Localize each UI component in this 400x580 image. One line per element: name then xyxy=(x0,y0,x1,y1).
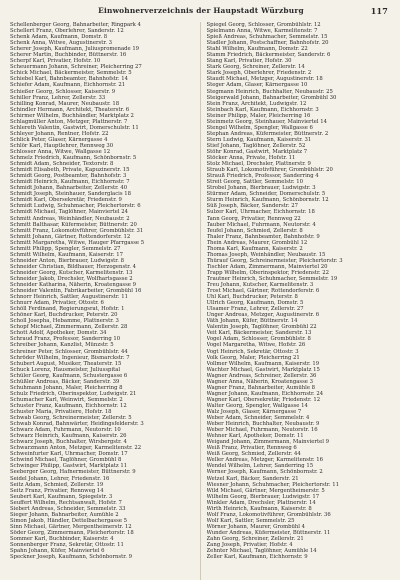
directory-entry: Wendel Wilhelm, Lehrer, Sanderring 15 xyxy=(206,463,314,470)
directory-entry: Vollmer Wilhelm, Kaufmann, Kaiserstr. 19 xyxy=(206,360,320,367)
directory-entry: Stadler Johann, Postschaffner, Bahnhofstr. 20 xyxy=(206,40,329,47)
column-left xyxy=(10,22,201,580)
directory-entry: Trost Michael, Gärtner, Rottendorferstr. 6 xyxy=(206,288,320,295)
directory-entry: Schreiner Peter, Schlosser, Grombühlstr. 44 xyxy=(10,348,128,355)
directory-entry: Volk Georg, Maler, Pleicherring 21 xyxy=(206,354,300,361)
directory-entry: Schenk Anna, Witwe, Augustinerstr. 3 xyxy=(10,40,113,47)
directory-entry: Ullrich Georg, Kaufmann, Domstr. 5 xyxy=(206,300,304,307)
directory-entry: Schüßler Andreas, Bäcker, Sanderstr. 39 xyxy=(10,378,120,385)
directory-entry: Schuhmann Johann, Maler, Pleicherring 8 xyxy=(10,384,123,391)
running-title: Einwohnerverzeichnis der Haupstadt Würzburg xyxy=(98,6,304,15)
directory-entry: Stolz Michael, Drechsler, Plattnerstr. 9 xyxy=(206,161,311,168)
directory-entry: Schiller Franz, Lehrer, Zellerstr. 33 xyxy=(10,94,106,101)
directory-entry: Steiner Philipp, Maler, Pleicherring 16 xyxy=(206,112,311,119)
directory-entry: Sturm Heinrich, Kaufmann, Schönbornstr. 12 xyxy=(206,197,329,204)
directory-entry: Wagner Anna, Näherin, Kroatengasse 3 xyxy=(206,378,313,385)
directory-entry: Schwab Konrad, Bahnwärter, Heidingsfelderstr. 3 xyxy=(10,421,144,428)
directory-entry: Schmidt Adam, Schneider, Textorstr. 8 xyxy=(10,161,114,168)
directory-entry: Schott Adolf, Apotheker, Domstr. 34 xyxy=(10,330,107,337)
directory-entry: Schmidt Joseph, Steinhauer, Sanderglacis 18 xyxy=(10,191,131,198)
directory-entry: Wagner Franz, Bahnarbeiter, Aumühle 8 xyxy=(206,384,316,391)
directory-entry: Schmitt Andreas, Weinhändler, Neubaustr. 2 xyxy=(10,215,130,222)
directory-entry: Wolf Karl, Sattler, Semmelstr. 25 xyxy=(206,517,295,524)
directory-entry: Stern Ludwig, Kaufmann, Kaiserstr. 31 xyxy=(206,136,312,143)
directory-entry: Weigand Johann, Zimmermann, Mainviertel 9 xyxy=(206,439,329,446)
directory-entry: Schwarz Heinrich, Kaufmann, Kaiserstr. 26 xyxy=(10,433,127,440)
directory-entry: Stang Karl, Privatier, Hofstr. 30 xyxy=(206,58,292,65)
directory-entry: Wilhelm Georg, Bierbrauer, Ludwigstr. 17 xyxy=(206,493,320,500)
directory-entry: Schüler Georg, Kaufmann, Schustergasse 6 xyxy=(10,372,128,379)
directory-entry: Spiegel Georg, Schlosser, Grombühlstr. 12 xyxy=(206,22,321,28)
directory-entry: Wirth Heinrich, Kaufmann, Kaiserstr. 8 xyxy=(206,505,312,512)
directory-entry: Thomas Joseph, Weinhändler, Neubaustr. 15 xyxy=(206,251,326,258)
directory-entry: Valentin Joseph, Taglöhner, Grombühl 22 xyxy=(206,324,317,331)
directory-entry: Väth Johann, Küfer, Büttnerstr. 14 xyxy=(206,318,298,325)
directory-entry: Schneider Valentin, Fabrikarbeiter, Grombühl 16 xyxy=(10,288,142,295)
directory-entry: Schenk Adam, Kaufmann, Domstr. 8 xyxy=(10,34,108,41)
directory-entry: Weber Adam, Schneider, Semmelstr. 4 xyxy=(206,415,310,422)
directory-entry: Stürmer Adam, Schneider, Domerschulstr. 5 xyxy=(206,191,326,198)
directory-entry: Spahn Johann, Küfer, Mainviertel 6 xyxy=(10,548,105,555)
directory-entry: Schöner Karl, Buchdrucker, Peterstr. 20 xyxy=(10,312,118,319)
directory-entry: Schreiber Johann, Kanzlist, Münzstr. 5 xyxy=(10,342,114,349)
directory-entry: Schröder Wilhelm, Ingenieur, Bismarckstr. 7 xyxy=(10,354,130,361)
directory-entry: Thaler Franz, Bahnbeamter, Bahnhofstr. 9 xyxy=(206,233,320,240)
directory-entry: Tauber Michael, Fuhrmann, Neutorstr. 4 xyxy=(206,221,316,228)
directory-entry: Wetzel Karl, Bäcker, Sanderstr. 21 xyxy=(206,475,299,482)
directory-entry: Siebert Andreas, Schneider, Semmelstr. 33 xyxy=(10,505,126,512)
directory-entry: Scholl Josepha, Hebamme, Plattnerstr. 3 xyxy=(10,318,119,325)
directory-entry: Schirmer Wilhelm, Buchhändler, Marktplatz 2 xyxy=(10,112,134,119)
directory-entry: Schmidt Johann, Bahnarbeiter, Zellerstr. 40 xyxy=(10,185,128,192)
directory-entry: Stephan Andreas, Küfermeister, Büttnerstr. 2 xyxy=(206,130,329,137)
directory-entry: Stamm Friedrich, Bäckermeister, Sanderstr. 6 xyxy=(206,52,331,59)
directory-entry: Wiesner Johann, Schuhmacher, Pleichertorstr. 11 xyxy=(206,481,339,488)
directory-entry: Walz Joseph, Glaser, Kärnergasse 7 xyxy=(206,409,302,415)
directory-entry: Winkler Adam, Drechsler, Plattnerstr. 14 xyxy=(206,499,316,506)
directory-entry: Wagner Karl, Obersekretär, Friedenstr. 12 xyxy=(206,396,321,403)
directory-entry: Schuck Lorenz, Hausmeister, Juliusspital xyxy=(10,366,121,373)
directory-entry: Schmidt Michael, Taglöhner, Mainviertel 24 xyxy=(10,209,129,216)
directory-entry: Thürauf Georg, Schreinermeister, Pleichertorstr. 3 xyxy=(206,257,343,264)
directory-entry: Schuster Franz, Kaufmann, Eichhornstr. 12 xyxy=(10,402,127,409)
directory-entry: Stahl Wilhelm, Kaufmann, Domstr. 22 xyxy=(206,46,308,53)
directory-entry: Schraud Franz, Professor, Sanderring 10 xyxy=(10,336,121,343)
directory-entry: Stegmann Heinrich, Buchhalter, Neubaustr. 25 xyxy=(206,88,333,95)
directory-entry: Thoma Karl, Kaufmann, Kaiserstr. 2 xyxy=(206,245,303,252)
directory-entry: Schumacher Karl, Weinwirt, Semmelstr. 2 xyxy=(10,396,123,403)
directory-entry: Schmitt Philipp, Spengler, Semmelstr. 27 xyxy=(10,245,121,252)
directory-entry: Schmitt Margaretha, Witwe, Hauger Pfarrgasse 5 xyxy=(10,239,145,246)
directory-entry: Schießer Georg, Schlosser, Kaiserstr. 9 xyxy=(10,88,116,95)
directory-entry: Schweinfurter Karl, Uhrmacher, Domstr. 17 xyxy=(10,451,128,458)
directory-entry: Schlör Karl, Hauptlehrer, Rennweg 30 xyxy=(10,142,114,149)
directory-entry: Stöhr Konrad, Gastwirt, Marktplatz 7 xyxy=(206,148,308,155)
directory-entry: Schmitt Franz, Lokomotivführer, Grombühlstr. 31 xyxy=(10,227,144,234)
directory-entry: Schmidt Georg, Postbeamter, Bahnhofstr. 3 xyxy=(10,173,127,180)
directory-entry: Zahn Georg, Schreiner, Zellerstr. 21 xyxy=(206,535,304,542)
directory-entry: Schwarz Adam, Fuhrmann, Neutorstr. 10 xyxy=(10,427,121,434)
directory-entry: Wachter Michael, Gastwirt, Marktplatz 15 xyxy=(206,366,320,373)
directory-entry: Spielmann Anna, Witwe, Karmelitenstr. 7 xyxy=(206,28,318,35)
directory-entry: Schmitt Balthasar, Küfermeister, Büttnerstr. 20 xyxy=(10,221,137,228)
directory-entry: Schmidt Karl, Obersekretär, Friedenstr. 9 xyxy=(10,197,122,204)
directory-entry: Söder Georg, Zimmermann, Pleichertorstr. 18 xyxy=(10,529,134,536)
directory-entry: Ulsamer Franz, Lehrer, Zellerstr. 27 xyxy=(206,306,304,313)
directory-entry: Schlereth Valentin, Gastwirt, Domerschulstr. 11 xyxy=(10,124,139,131)
directory-entry: Schellenberger Georg, Bahnarbeiter, Ringpark 4 xyxy=(10,22,141,28)
directory-entry: Veit Karl, Bäckermeister, Sanderstr. 13 xyxy=(206,330,312,337)
directory-entry: Trapp Wilhelm, Oberinspektor, Friedenstr. 22 xyxy=(206,269,330,276)
directory-entry: Schuster Maria, Privatiere, Hofstr. 18 xyxy=(10,409,112,415)
directory-entry: Straub Karl, Lokomotivführer, Grombühlstr. 20 xyxy=(206,167,333,174)
directory-entry: Schmidt Ludwig, Schuhmacher, Pleichertorstr. 6 xyxy=(10,203,141,210)
directory-entry: Schneider Georg, Kutscher, Karmelitenstr. 13 xyxy=(10,269,133,276)
directory-entry: Tann Georg, Privatier, Rennweg 22 xyxy=(206,215,301,222)
directory-entry: Schwab Georg, Schreinermeister, Zellerstr. 5 xyxy=(10,415,132,422)
directory-entry: Schleyer Johann, Rentner, Hofstr. 22 xyxy=(10,130,109,137)
directory-entry: Schwarzmann Anton, Metzger, Karmelitenstr. 22 xyxy=(10,445,142,452)
directory-entry: Vogel Adam, Schlosser, Grombühlstr. 8 xyxy=(206,336,311,343)
directory-entry: Schick Michael, Bäckermeister, Semmelstr. 5 xyxy=(10,70,132,77)
directory-entry: Strobel Johann, Bierbrauer, Ludwigstr. 3 xyxy=(206,185,316,192)
directory-entry: Stengel Wilhelm, Spengler, Wallgasse 6 xyxy=(206,124,313,131)
directory-entry: Sulzer Karl, Uhrmacher, Eichhornstr. 18 xyxy=(206,209,315,216)
directory-entry: Schmidt Elisabeth, Private, Kapuzinerstr. 15 xyxy=(10,167,130,174)
directory-entry: Vogel Margaretha, Witwe, Hofstr. 26 xyxy=(206,342,306,349)
directory-entry: Wagner Johann, Kaufmann, Eichhornstr. 24 xyxy=(206,390,324,397)
directory-entry: Seitz Franz, Privatier, Rennweg 14 xyxy=(10,487,104,494)
directory-entry: Schlagmüller Anton, Metzger, Plattnerstr. 7 xyxy=(10,118,128,125)
directory-entry: Weiß Franz, Privatier, Rennweg 6 xyxy=(206,445,297,452)
directory-entry: Steger Adam, Glaser, Kärnergasse 10 xyxy=(206,82,308,89)
directory-entry: Zang Joseph, Privatier, Hofstr. 4 xyxy=(206,542,293,549)
directory-entry: Weber Michael, Fuhrmann, Neutorstr. 16 xyxy=(206,427,318,434)
directory-entry: Zeller Karl, Kaufmann, Eichhornstr. 9 xyxy=(206,554,308,561)
directory-entry: Schneider Christian, Bildhauer, Herzogenstr. 4 xyxy=(10,263,136,270)
directory-entry: Sonnenberger Franz, Sekretär, Ottostr. 11 xyxy=(10,542,124,549)
directory-entry: Schnorr Heinrich, Sattler, Augustinerstr. 11 xyxy=(10,294,128,301)
directory-entry: Wunder Andreas, Küfermeister, Büttnerstr. 11 xyxy=(206,529,331,536)
directory-entry: Sinn Michael, Gärtner, Mergentheimerstr. 12 xyxy=(10,523,132,530)
directory-entry: Stark Joseph, Oberlehrer, Friedenstr. 2 xyxy=(206,70,312,77)
directory-entry: Schiebel Karl, Bahnbeamter, Bahnhofstr. 14 xyxy=(10,76,128,83)
directory-entry: Seidel Johann, Lehrer, Friedenstr. 16 xyxy=(10,475,110,482)
directory-entry: Scherer Martin, Buchbinder, Büttnerstr. 16 xyxy=(10,52,127,59)
directory-entry: Schiefer Adam, Kaufmann, Eichhornstr. 21 xyxy=(10,82,126,89)
directory-entry: Stief Johann, Taglöhner, Zellerstr. 52 xyxy=(206,142,306,149)
directory-entry: Schmidt Heinrich, Kaufmann, Eichhornstr. 7 xyxy=(10,179,130,186)
directory-entry: Steinmetz Georg, Steinhauer, Mainviertel 14 xyxy=(206,118,327,125)
directory-entry: Schöll Ferdinand, Regierungsrat, Hofstr. 1 xyxy=(10,306,125,313)
directory-entry: Sommer Karl, Buchbinder, Kaiserstr. 4 xyxy=(10,535,114,542)
directory-entry: Steigerwald Johann, Bahnarbeiter, Grombühl 30 xyxy=(206,94,337,101)
directory-entry: Wagner Andreas, Schreiner, Zellerstr. 36 xyxy=(206,372,317,379)
page-header xyxy=(10,6,392,20)
directory-entry: Schilling Konrad, Maurer, Neubaustr. 18 xyxy=(10,100,120,107)
directory-entry: Scherpf Karl, Privatier, Hofstr. 10 xyxy=(10,58,101,65)
directory-entry: Schwind Michael, Taglöhner, Grombühl 8 xyxy=(10,457,122,464)
directory-entry: Sieger Johann, Bahnarbeiter, Aumühle 2 xyxy=(10,511,119,518)
directory-entry: Vogt Heinrich, Sekretär, Ottostr. 3 xyxy=(206,348,299,355)
directory-entry: Schellert Franz, Oberlehrer, Sanderstr. 12 xyxy=(10,28,124,35)
directory-entry: Seuffert Wilhelm, Rechtsanwalt, Hofstr. 7 xyxy=(10,499,122,506)
directory-entry: Schulz Friedrich, Oberinspektor, Ludwigstr. 21 xyxy=(10,390,137,397)
directory-entry: Wehner Karl, Apotheker, Domstr. 11 xyxy=(206,433,304,440)
directory-entry: Schnurr Adam, Privatier, Ottostr. 6 xyxy=(10,300,104,307)
directory-entry: Walter Georg, Spengler, Wallgasse 14 xyxy=(206,402,308,409)
directory-entry: Unger Andreas, Metzger, Augustinerstr. 6 xyxy=(206,312,320,319)
directory-entry: Simon Jakob, Händler, Dettelbachergasse 5 xyxy=(10,517,128,524)
directory-entry: Steinbach Karl, Kaufmann, Eichhornstr. 3 xyxy=(206,106,319,113)
directory-entry: Treu Johann, Kutscher, Karmelitenstr. 3 xyxy=(206,282,314,289)
directory-entry: Schwinger Philipp, Gastwirt, Marktplatz 11 xyxy=(10,463,128,470)
directory-entry: Schlosser Anna, Witwe, Wallgasse 12 xyxy=(10,148,111,155)
directory-entry: Weber Heinrich, Buchhalter, Neubaustr. 9 xyxy=(206,421,320,428)
directory-entry: Speckner Joseph, Kaufmann, Schönbornstr. 9 xyxy=(10,554,132,561)
directory-entry: Scherer Joseph, Kaufmann, Juliuspromenade 19 xyxy=(10,46,140,53)
directory-entry: Tischler Adam, Zimmermann, Mainviertel 20 xyxy=(206,263,328,270)
directory-entry: Süß Joseph, Bäcker, Sanderstr. 27 xyxy=(206,203,298,210)
directory-entry: Wild Michael, Gärtner, Mergentheimerstr. 5 xyxy=(206,487,325,494)
directory-entry: Scheuermann Johann, Schreiner, Pleicherring 27 xyxy=(10,64,142,71)
directory-entry: Schneider Anton, Bierbrauer, Ludwigstr. 8 xyxy=(10,257,124,264)
directory-entry: Seubert Karl, Kaufmann, Spiegelstr. 3 xyxy=(10,493,113,500)
directory-entry: Stöcker Anna, Private, Hofstr. 11 xyxy=(206,155,296,162)
directory-entry: Werner Joseph, Kaufmann, Schönbornstr. 2 xyxy=(206,469,323,476)
page-number: 117 xyxy=(370,6,388,16)
directory-entry: Wolf Franz, Lokomotivführer, Grombühlstr. 36 xyxy=(206,511,331,518)
directory-entry: Weiß Georg, Schmied, Zellerstr. 44 xyxy=(206,451,301,458)
directory-entry: Staudt Michael, Metzger, Augustinerstr. 18 xyxy=(206,76,323,83)
directory-entry: Schmitt Wilhelm, Kaufmann, Kaiserstr. 17 xyxy=(10,251,123,258)
directory-entry: Schmitt Johann, Gärtner, Rottendorferstr. 12 xyxy=(10,233,131,240)
directory-entry: Schopf Michael, Zimmermann, Zellerstr. 28 xyxy=(10,324,128,331)
directory-columns xyxy=(10,22,392,580)
directory-entry: Schwarz Joseph, Buchhalter, Wirsbergstr. 4 xyxy=(10,439,127,446)
directory-entry: Schmelz Friedrich, Kaufmann, Schönbornstr. 5 xyxy=(10,155,137,162)
directory-entry: Trautner Heinrich, Schuhmacher, Semmelstr. 19 xyxy=(206,275,338,282)
directory-entry: Uhl Karl, Buchdrucker, Peterstr. 8 xyxy=(206,294,298,301)
directory-entry: Stark Georg, Schreiner, Zellerstr. 14 xyxy=(206,64,305,71)
directory-entry: Spieß Andreas, Schuhmacher, Semmelstr. 15 xyxy=(206,34,328,41)
directory-entry: Schindler Hermann, Architekt, Theaterstr. 6 xyxy=(10,106,130,113)
directory-entry: Seitz Adam, Schmied, Zellerstr. 19 xyxy=(10,481,104,488)
directory-entry: Zehnter Michael, Taglöhner, Aumühle 14 xyxy=(206,548,317,555)
directory-entry: Schneider Katharina, Näherin, Kroatengasse 9 xyxy=(10,282,136,289)
directory-entry: Schneider Jakob, Drechsler, Wolfhartsgasse 2 xyxy=(10,275,133,282)
directory-entry: Schlick Peter, Glaser, Kärnergasse 4 xyxy=(10,136,108,143)
directory-entry: Stein Franz, Architekt, Ludwigstr. 12 xyxy=(206,100,307,107)
directory-entry: Wörner Johann, Maurer, Grombühl 4 xyxy=(206,523,306,530)
directory-entry: Schubert August, Musiker, Theaterstr. 15 xyxy=(10,360,122,367)
directory-entry: Thein Andreas, Maurer, Grombühl 12 xyxy=(206,239,308,246)
directory-entry: Seeberger Georg, Hafnermeister, Büttnerstr. 9 xyxy=(10,469,136,476)
directory-entry: Strauß Friedrich, Professor, Sanderring 4 xyxy=(206,173,319,180)
column-right xyxy=(207,22,393,580)
directory-entry: Streit Georg, Sattler, Semmelstr. 10 xyxy=(206,179,304,186)
directory-entry: Teufel Johann, Schmied, Zellerstr. 8 xyxy=(206,227,303,234)
directory-entry: Weller Andreas, Metzger, Karmelitenstr. 16 xyxy=(206,457,324,464)
